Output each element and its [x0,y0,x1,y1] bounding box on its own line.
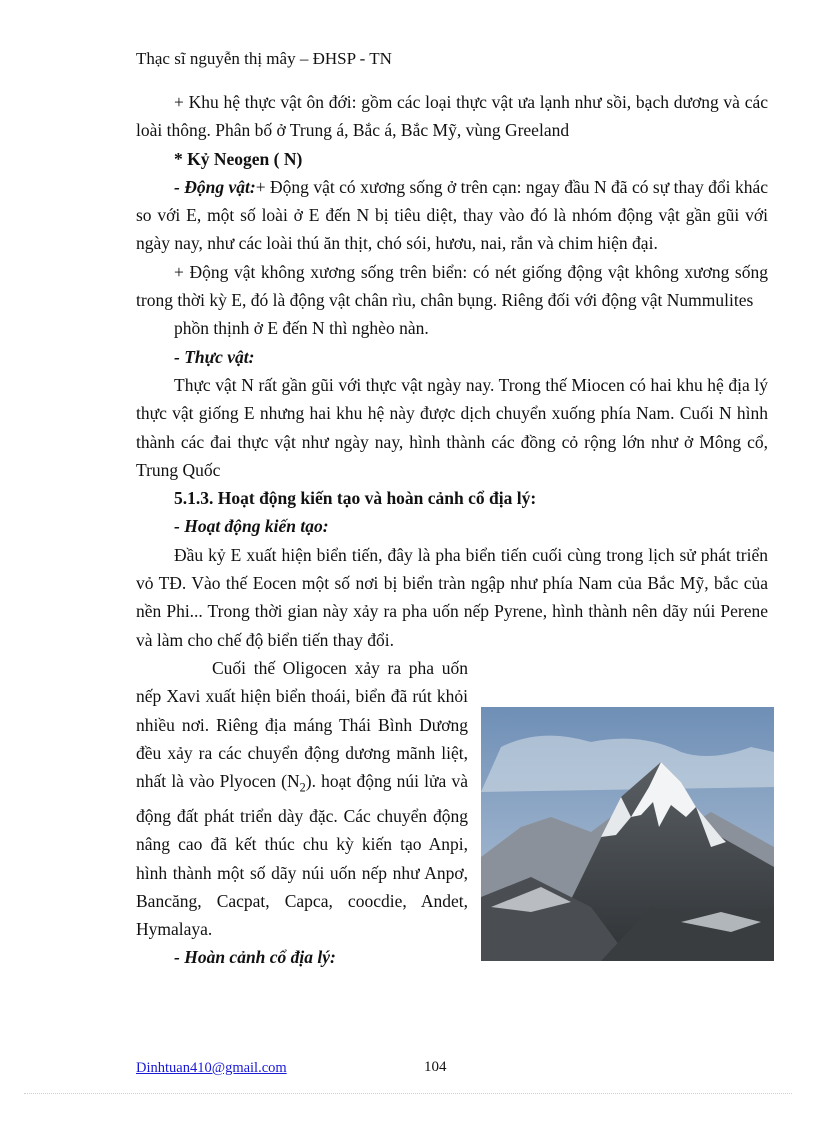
animals-label: - Động vật: [174,176,256,197]
paragraph-tectonic: Đầu kỷ E xuất hiện biển tiến, đây là pha biển tiến cuối cùng trong lịch sử phát triển vỏ TĐ. Vào thế Eocen một số nơi bị biển tràn ngập như phía Nam của Bắc Mỹ, bắc của nền Phi... Trong thời gian này xảy ra pha uốn nếp Pyrene, hình thành nên dãy núi Perene và làm cho chế độ biển tiến thay đổi. [136,544,768,650]
neogen-heading: * Kỷ Neogen ( N) [174,148,303,169]
section-heading: 5.1.3. Hoạt động kiến tạo và hoàn cảnh cổ địa lý: [174,488,537,509]
footer-divider [24,1093,792,1094]
page-number: 104 [424,1059,447,1075]
animals-text: + Động vật có xương sống ở trên cạn: ngay đầu N đã có sự thay đổi khác so với E, một số loài ở E đến N bị tiêu diệt, thay vào đó là nhóm động vật gần gũi với ngày nay, như các loài thú ăn thịt, chó sói, hươu, nai, rắn và chim hiện đại. [136,176,768,254]
mountain-photo [481,707,774,961]
footer-email-link[interactable]: Dinhtuan410@gmail.com [136,1060,287,1076]
paragraph-nummulites: phồn thịnh ở E đến N thì nghèo nàn. [174,318,429,339]
oligocen-text-a: Cuối thế Oligocen xảy ra pha uốn nếp Xavi xuất hiện biển thoái, biển đã rút khỏi nhiều nơi. Riêng địa máng Thái Bình Dương đều xảy ra các chuyển động dương mãnh liệt, nhất là vào Plyocen (N [136,657,468,792]
paleogeography-label: - Hoàn cảnh cổ địa lý: [174,947,336,968]
paragraph-oligocen [136,654,468,943]
paragraph-animals [136,173,768,258]
mountain-photo-icon [481,707,774,961]
paragraph-invertebrates: + Động vật không xương sống trên biển: có nét giống động vật không xương sống trong thời kỳ E, đó là động vật chân rìu, chân bụng. Riêng đối với động vật Nummulites [136,261,768,311]
paragraph-plants: Thực vật N rất gần gũi với thực vật ngày nay. Trong thế Miocen có hai khu hệ địa lý thực vật giống E nhưng hai khu hệ này được dịch chuyển xuống phía Nam. Cuối N hình thành các đai thực vật như ngày nay, hình thành các đồng cỏ rộng lớn như ở Mông cổ, Trung Quốc [136,374,768,480]
plants-label: - Thực vật: [174,346,255,367]
oligocen-text-b: ). hoạt động núi lửa và động đất phát triển dày đặc. Các chuyển động nâng cao đã kết thúc chu kỳ kiến tạo Anpi, hình thành một số dãy núi uốn nếp như Anpơ, Bancăng, Cacpat, Capca, coocdie, Andet, Hymalaya. [136,771,469,940]
page-header: Thạc sĩ nguyễn thị mây – ĐHSP - TN [136,49,392,68]
tectonic-label: - Hoạt động kiến tạo: [174,516,329,537]
oligocen-subscript: 2 [299,780,306,795]
paragraph-temperate-flora: + Khu hệ thực vật ôn đới: gồm các loại thực vật ưa lạnh như sồi, bạch dương và các loài thông. Phân bố ở Trung á, Bắc á, Bắc Mỹ, vùng Greeland [136,92,768,141]
